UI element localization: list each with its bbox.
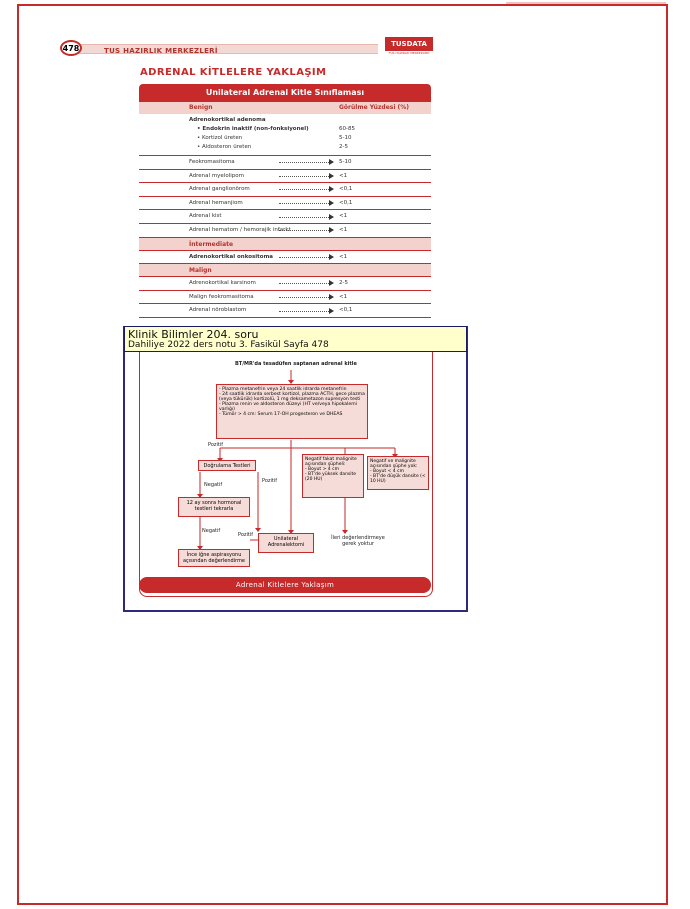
arrow-head bbox=[329, 280, 334, 286]
flow-repeat-tests: 12 ay sonra hormonal testleri tekrarla bbox=[178, 497, 250, 517]
row-label: Adrenal hematom / hemorajik infarkt bbox=[189, 226, 291, 233]
publisher-name: TUS HAZIRLIK MERKEZLERİ bbox=[104, 47, 218, 55]
row-value: <0,1 bbox=[339, 307, 353, 314]
row-label: Adrenal ganglionörom bbox=[189, 186, 250, 193]
leader-arrow bbox=[279, 189, 331, 190]
row-value: <1 bbox=[339, 226, 348, 233]
column-benign: Benign bbox=[189, 104, 213, 111]
row-value: <1 bbox=[339, 253, 348, 260]
row-label: Adrenokortikal onkositoma bbox=[189, 253, 274, 260]
column-percent: Görülme Yüzdesi (%) bbox=[339, 104, 409, 111]
flow-no-suspicion: Negatif ve malignite açısından şüphe yok: - Boyut < 4 cm - BT'de düşük dansite (< 10 HU) bbox=[367, 456, 429, 490]
table-row bbox=[139, 197, 431, 211]
flow-label-pozitif: Pozitif bbox=[238, 532, 254, 538]
flow-suspicious-malignancy: Negatif fakat malignite açısından şüpheli: - Boyut > 4 cm - BT'de yüksek dansite (20 HU) bbox=[302, 454, 364, 498]
leader-arrow bbox=[279, 230, 331, 231]
flow-confirmation-tests: Doğrulama Testleri bbox=[198, 460, 256, 471]
flow-label-pozitif: Pozitif bbox=[262, 478, 278, 484]
arrow-head bbox=[329, 227, 334, 233]
publisher-logo bbox=[385, 37, 433, 59]
flowchart-footer: Adrenal Kitlelere Yaklaşım bbox=[139, 577, 431, 593]
arrow-head bbox=[329, 308, 334, 314]
arrow-head bbox=[329, 254, 334, 260]
row-value: <0,1 bbox=[339, 186, 353, 193]
flow-label-pozitif: Pozitif bbox=[208, 442, 224, 448]
row-label: Feokromasitoma bbox=[189, 159, 235, 165]
table-row bbox=[139, 251, 431, 265]
row-value: <0,1 bbox=[339, 199, 353, 206]
row-label: Adrenal myelolipom bbox=[189, 172, 244, 179]
category-label: İntermediate bbox=[189, 240, 234, 248]
row-value: 2-5 bbox=[339, 144, 348, 150]
row-value: 5-10 bbox=[339, 159, 352, 165]
row-value: <1 bbox=[339, 213, 348, 220]
category-malign bbox=[139, 264, 431, 277]
section-title: ADRENAL KİTLELERE YAKLAŞIM bbox=[140, 67, 327, 78]
arrow-head bbox=[329, 186, 334, 192]
arrow-head bbox=[329, 294, 334, 300]
table-column-header bbox=[139, 102, 431, 114]
table-row bbox=[139, 156, 431, 170]
flowchart bbox=[139, 352, 433, 597]
flow-label-negatif: Negatif bbox=[202, 528, 221, 534]
table-title: Unilateral Adrenal Kitle Sınıflaması bbox=[139, 84, 431, 102]
header-bar bbox=[78, 44, 378, 54]
table-row-adenoma bbox=[139, 114, 431, 156]
flow-initial-tests: - Plazma metanefrin veya 24 saatlik idrarda metanefrin - 24 saatlik idrarda serbest kortizol, plazma ACTH, gece plazma (veya tükürük) kortizolü, 1 mg deksametazon supresyon testi - Plazma renin ve aldosteron düzeyi (HT ve/veya hipokalemi varlığı) - Tümör > 4 cm: Serum 17-OH progesteron ve DHEAS bbox=[216, 384, 368, 439]
row-label: • Aldosteron üreten bbox=[197, 144, 252, 150]
category-label: Malign bbox=[189, 267, 212, 275]
flow-no-further-evaluation: İleri değerlendirmeye gerek yoktur bbox=[331, 535, 385, 548]
leader-arrow bbox=[279, 257, 331, 258]
row-value: 60-85 bbox=[339, 126, 355, 132]
flow-start: BT/MR'da tesadüfen saptanan adrenal kitle bbox=[235, 361, 357, 367]
row-label: Adrenokortikal karsinom bbox=[189, 280, 256, 287]
table-row bbox=[139, 291, 431, 305]
arrow-head bbox=[329, 200, 334, 206]
classification-table bbox=[139, 84, 431, 318]
category-intermediate bbox=[139, 238, 431, 251]
leader-arrow bbox=[279, 162, 331, 163]
table-row bbox=[139, 210, 431, 224]
note-line-1: Klinik Bilimler 204. soru bbox=[128, 328, 259, 341]
row-value: 5-10 bbox=[339, 135, 352, 141]
page-header bbox=[60, 40, 435, 56]
row-label: Adrenal nöroblastom bbox=[189, 307, 247, 314]
table-row bbox=[139, 170, 431, 184]
table-row bbox=[139, 224, 431, 238]
annotation-note bbox=[124, 326, 467, 352]
row-value: 2-5 bbox=[339, 280, 348, 287]
arrow-head bbox=[329, 214, 334, 220]
row-label: Malign feokromasitoma bbox=[189, 293, 254, 300]
row-label: Adrenal hemanjiom bbox=[189, 199, 243, 206]
row-label: • Kortizol üreten bbox=[197, 135, 243, 141]
arrow-head bbox=[329, 159, 334, 165]
arrow-head bbox=[329, 173, 334, 179]
row-label: • Endokrin inaktif (non-fonksiyonel) bbox=[197, 126, 309, 132]
row-value: <1 bbox=[339, 293, 348, 300]
flow-adrenalectomy: Unilateral Adrenalektomi bbox=[258, 533, 314, 553]
row-label: Adrenokortikal adenoma bbox=[189, 117, 266, 123]
logo-subtext: TUS HAZIRLIK MERKEZLERİ bbox=[388, 51, 430, 55]
flow-label-negatif: Negatif bbox=[204, 482, 223, 488]
table-row bbox=[139, 304, 431, 318]
leader-arrow bbox=[279, 283, 331, 284]
leader-arrow bbox=[279, 217, 331, 218]
note-line-2: Dahiliye 2022 ders notu 3. Fasikül Sayfa 478 bbox=[128, 340, 329, 350]
table-row bbox=[139, 277, 431, 291]
row-value: <1 bbox=[339, 172, 348, 179]
page-number: 478 bbox=[60, 40, 82, 56]
leader-arrow bbox=[279, 297, 331, 298]
logo-text: TUSDATA bbox=[385, 37, 433, 51]
flow-biopsy: İnce iğne aspirasyonu açısından değerlendirme bbox=[178, 549, 250, 567]
leader-arrow bbox=[279, 176, 331, 177]
table-row bbox=[139, 183, 431, 197]
leader-arrow bbox=[279, 203, 331, 204]
row-label: Adrenal kist bbox=[189, 213, 222, 220]
leader-arrow bbox=[279, 311, 331, 312]
